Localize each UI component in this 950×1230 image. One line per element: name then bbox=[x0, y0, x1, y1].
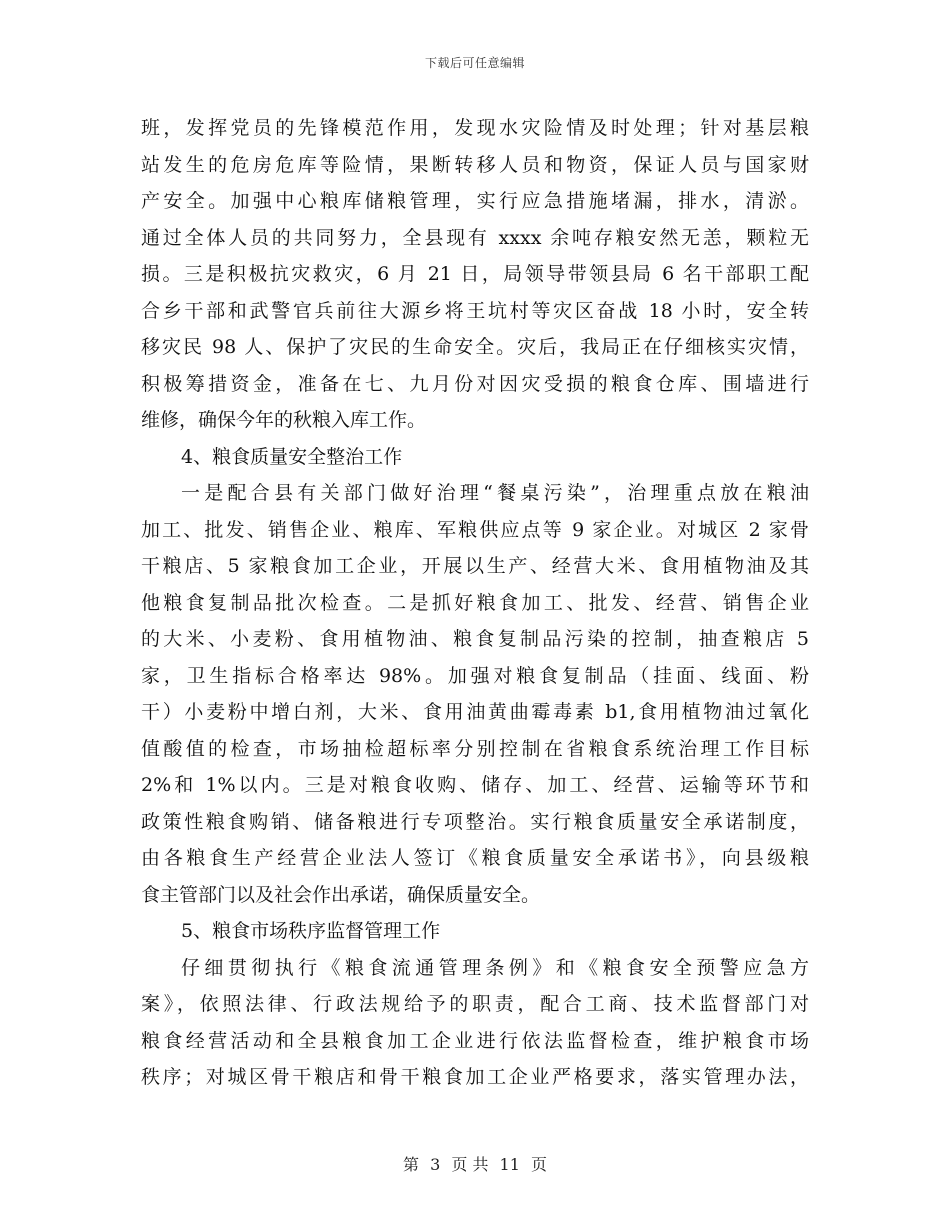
section-heading: 5、粮食市场秩序监督管理工作 bbox=[181, 920, 441, 942]
body-line: 案》，依照法律、行政法规给予的职责，配合工商、技术监督部门对 bbox=[141, 993, 809, 1015]
body-line: 由各粮食生产经营企业法人签订《粮食质量安全承诺书》，向县级粮 bbox=[141, 847, 809, 869]
body-line: 一是配合县有关部门做好治理“餐桌污染”，治理重点放在粮油 bbox=[181, 482, 809, 504]
body-line: 移灾民 98 人、保护了灾民的生命安全。灾后，我局正在仔细核实灾情， bbox=[141, 336, 809, 358]
page-footer bbox=[0, 1152, 950, 1175]
body-line: 班，发挥党员的先锋模范作用，发现水灾险情及时处理；针对基层粮 bbox=[141, 117, 809, 139]
page-header: 下载后可任意编辑 bbox=[424, 56, 525, 70]
footer-suffix: 页 bbox=[531, 1155, 548, 1174]
body-line: 仔细贯彻执行《粮食流通管理条例》和《粮食安全预警应急方 bbox=[181, 956, 809, 979]
body-line: 产安全。加强中心粮库储粮管理，实行应急措施堵漏，排水，清淤。 bbox=[141, 190, 809, 212]
body-line: 维修，确保今年的秋粮入库工作。 bbox=[141, 409, 427, 431]
document-body bbox=[141, 110, 809, 1096]
body-line: 站发生的危房危库等险情，果断转移人员和物资，保证人员与国家财 bbox=[141, 153, 809, 176]
body-line: 家，卫生指标合格率达 98%。加强对粮食复制品（挂面、线面、粉 bbox=[141, 664, 809, 687]
body-line: 的大米、小麦粉、食用植物油、粮食复制品污染的控制，抽查粮店 5 bbox=[141, 628, 809, 650]
body-line: 损。三是积极抗灾救灾，6 月 21 日，局领导带领县局 6 名干部职工配 bbox=[141, 263, 809, 285]
body-line: 粮食经营活动和全县粮食加工企业进行依法监督检查，维护粮食市场 bbox=[141, 1029, 809, 1052]
body-line: 秩序；对城区骨干粮店和骨干粮食加工企业严格要求，落实管理办法， bbox=[141, 1066, 809, 1088]
body-line: 干）小麦粉中增白剂，大米、食用油黄曲霉毒素 b1,食用植物油过氧化 bbox=[141, 701, 809, 723]
footer-prefix: 第 bbox=[402, 1155, 419, 1174]
page-number: 3 bbox=[430, 1155, 441, 1174]
body-line: 食主管部门以及社会作出承诺，确保质量安全。 bbox=[141, 883, 541, 906]
body-line: 干粮店、5 家粮食加工企业，开展以生产、经营大米、食用植物油及其 bbox=[141, 555, 809, 577]
body-line: 他粮食复制品批次检查。二是抓好粮食加工、批发、经营、销售企业 bbox=[141, 591, 809, 614]
body-line: 加工、批发、销售企业、粮库、军粮供应点等 9 家企业。对城区 2 家骨 bbox=[141, 518, 809, 541]
body-line: 积极筹措资金，准备在七、九月份对因灾受损的粮食仓库、围墙进行 bbox=[141, 372, 809, 395]
body-line: 值酸值的检查，市场抽检超标率分别控制在省粮食系统治理工作目标 bbox=[141, 737, 809, 760]
section-heading: 4、粮食质量安全整治工作 bbox=[181, 445, 403, 468]
body-line: 政策性粮食购销、储备粮进行专项整治。实行粮食质量安全承诺制度， bbox=[141, 810, 809, 833]
body-line: 通过全体人员的共同努力，全县现有 xxxx 余吨存粮安然无恙，颗粒无 bbox=[141, 226, 809, 249]
footer-middle: 页 共 bbox=[451, 1155, 489, 1174]
body-line: 2%和 1%以内。三是对粮食收购、储存、加工、经营、运输等环节和 bbox=[141, 774, 809, 796]
total-pages: 11 bbox=[499, 1155, 520, 1174]
body-line: 合乡干部和武警官兵前往大源乡将王坑村等灾区奋战 18 小时，安全转 bbox=[141, 299, 809, 322]
